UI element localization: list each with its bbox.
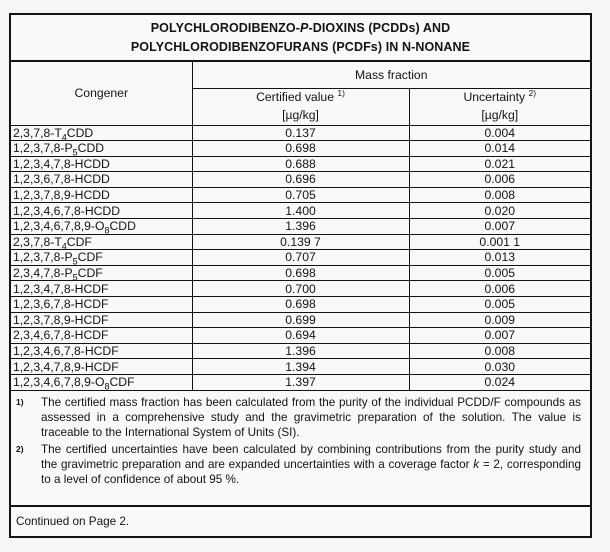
- congener-cell: [11, 187, 192, 203]
- uncertainty-label: Uncertainty $^{2)}$: [463, 88, 537, 105]
- table-row: [11, 234, 590, 250]
- footnotes-section: [11, 390, 590, 505]
- congener-cell: [11, 297, 192, 313]
- uncertainty-value: 0.021: [484, 156, 515, 171]
- table-row: [11, 328, 590, 344]
- title-line-2: POLYCHLORODIBENZOFURANS (PCDFs) IN N-NONANE: [130, 39, 471, 54]
- column-header-mass-fraction: Mass fraction: [192, 62, 590, 88]
- uncertainty-cell: [409, 343, 590, 359]
- congener-cell: [11, 359, 192, 375]
- uncertainty-value: 0.005: [484, 297, 515, 312]
- congener-post: CDF: [77, 266, 103, 281]
- congener-cell: [11, 250, 192, 266]
- table-row: [11, 359, 590, 375]
- certified-value: 0.698: [285, 266, 316, 281]
- uncertainty-cell: [409, 219, 590, 235]
- mass-fraction-table: [11, 62, 590, 390]
- table-row: [11, 281, 590, 297]
- certified-value: 0.698: [285, 141, 316, 156]
- certified-value-cell: [192, 203, 409, 219]
- footnote-text-part: k: [473, 457, 480, 471]
- table-title: [11, 15, 590, 62]
- certified-value-cell: [192, 125, 409, 141]
- table-row: [11, 343, 590, 359]
- footnote: [15, 396, 581, 441]
- certified-value-cell: [192, 281, 409, 297]
- certified-value: 0.688: [285, 156, 316, 171]
- certified-value-cell: [192, 156, 409, 172]
- table-row: [11, 141, 590, 157]
- congener-cell: [11, 172, 192, 188]
- certified-value-cell: [192, 187, 409, 203]
- certified-value-label: Certified value $^{1)}$: [256, 88, 345, 105]
- uncertainty-value: 0.006: [484, 281, 515, 296]
- certified-value: 0.700: [285, 281, 316, 296]
- certified-value-cell: [192, 250, 409, 266]
- congener-sub: 8: [104, 225, 110, 235]
- table-row: [11, 375, 590, 391]
- table-row: [11, 297, 590, 313]
- uncertainty-value: 0.006: [484, 172, 515, 187]
- congener-post: CDF: [66, 234, 92, 249]
- uncertainty-value: 0.014: [484, 141, 515, 156]
- uncertainty-cell: [409, 375, 590, 391]
- congener-post: CDF: [77, 250, 103, 265]
- congener-pre: 1,2,3,4,7,8-HCDF: [13, 281, 109, 296]
- uncertainty-value: 0.013: [484, 250, 515, 265]
- congener-cell: [11, 219, 192, 235]
- title-line-1: [11, 19, 590, 37]
- congener-pre: 1,2,3,7,8-P: [13, 250, 73, 265]
- congener-sub: 5: [72, 256, 78, 266]
- table-row: [11, 250, 590, 266]
- footnote-marker: 2): [16, 444, 24, 454]
- table-row: [11, 125, 590, 141]
- table-row: [11, 172, 590, 188]
- footnote-ref-2: 2): [528, 88, 537, 99]
- footnote-text-part: = 2, corresponding to a level of confidence of about 95 %.: [41, 457, 581, 486]
- uncertainty-cell: [409, 359, 590, 375]
- title-italic-p: P: [300, 21, 309, 36]
- uncertainty-cell: [409, 281, 590, 297]
- footnote-text: [41, 396, 581, 441]
- uncertainty-unit: [µg/kg]: [481, 107, 519, 122]
- certified-value-cell: [192, 375, 409, 391]
- congener-pre: 1,2,3,6,7,8-HCDD: [13, 172, 110, 187]
- certified-value-cell: [192, 297, 409, 313]
- congener-sub: 5: [72, 147, 78, 157]
- congener-pre: 2,3,4,7,8-P: [13, 266, 73, 281]
- certified-value-cell: [192, 343, 409, 359]
- congener-pre: 2,3,7,8-T: [13, 125, 62, 140]
- title-text: POLYCHLORODIBENZO-: [150, 21, 300, 36]
- certified-value-cell: [192, 328, 409, 344]
- congener-pre: 2,3,7,8-T: [13, 234, 62, 249]
- congener-post: CDD: [66, 125, 94, 140]
- congener-cell: [11, 375, 192, 391]
- footnote-ref-1: 1): [337, 88, 345, 99]
- footnote: [15, 443, 581, 488]
- congener-post: CDD: [77, 141, 105, 156]
- congener-cell: [11, 125, 192, 141]
- certified-value-cell: [192, 359, 409, 375]
- uncertainty-value: 0.007: [484, 219, 515, 234]
- congener-pre: 1,2,3,4,6,7,8-HCDD: [13, 203, 121, 218]
- congener-pre: 1,2,3,6,7,8-HCDF: [13, 297, 109, 312]
- certified-value-cell: [192, 172, 409, 188]
- uncertainty-value: 0.008: [484, 344, 515, 358]
- congener-cell: [11, 234, 192, 250]
- table-row: [11, 312, 590, 328]
- uncertainty-cell: [409, 265, 590, 281]
- congener-cell: [11, 203, 192, 219]
- title-text: -DIOXINS (PCDDs) AND: [308, 21, 451, 36]
- certified-value: 1.396: [285, 344, 316, 358]
- uncertainty-cell: [409, 312, 590, 328]
- certified-value-cell: [192, 234, 409, 250]
- certified-value: 1.397: [285, 375, 316, 390]
- congener-pre: 1,2,3,4,7,8-HCDD: [13, 156, 110, 171]
- congener-post: CDD: [109, 219, 136, 234]
- certified-value-cell: [192, 265, 409, 281]
- congener-cell: [11, 265, 192, 281]
- uncertainty-cell: [409, 156, 590, 172]
- congener-sub: 5: [72, 272, 78, 281]
- certified-value: 0.696: [285, 172, 316, 187]
- uncertainty-value: 0.001 1: [479, 234, 521, 249]
- table-row: [11, 187, 590, 203]
- certified-value: 0.137: [285, 125, 316, 140]
- uncertainty-value: 0.020: [484, 203, 515, 218]
- table-body: [11, 125, 590, 390]
- table-row: [11, 219, 590, 235]
- congener-cell: [11, 156, 192, 172]
- certified-value: 0.139 7: [280, 234, 321, 249]
- uncertainty-cell: [409, 172, 590, 188]
- certified-value: 0.698: [285, 297, 316, 312]
- footnote-text-part: The certified mass fraction has been calculated from the purity of the individual PCDD/F compounds as assessed in a comprehensive study and the gravimetric preparation of the solution. The value is traceable to the International System of Units (SI).: [41, 396, 581, 440]
- certified-value-cell: [192, 312, 409, 328]
- uncertainty-value: 0.024: [484, 375, 515, 390]
- footnote-marker: 1): [16, 397, 24, 408]
- certified-value-unit: [µg/kg]: [282, 107, 319, 122]
- certificate-table: [9, 13, 592, 538]
- congener-sub: 4: [61, 241, 67, 250]
- table-row: [11, 203, 590, 219]
- certified-value: 1.400: [285, 203, 316, 218]
- table-row: [11, 265, 590, 281]
- congener-sub: 8: [104, 381, 110, 391]
- uncertainty-value: 0.005: [484, 266, 515, 281]
- certified-value-cell: [192, 141, 409, 157]
- header-row-top: [11, 62, 590, 88]
- certified-value: 1.396: [285, 219, 316, 234]
- congener-pre: 1,2,3,7,8,9-HCDF: [13, 312, 109, 327]
- certified-value-cell: [192, 219, 409, 235]
- column-header-certified-value: [192, 88, 409, 125]
- uncertainty-cell: [409, 234, 590, 250]
- certified-value: 0.707: [285, 250, 316, 265]
- congener-pre: 1,2,3,4,7,8,9-HCDF: [13, 359, 119, 374]
- congener-cell: [11, 343, 192, 359]
- certified-value: 0.699: [285, 312, 316, 327]
- uncertainty-cell: [409, 141, 590, 157]
- column-header-uncertainty: [409, 88, 590, 125]
- uncertainty-value: 0.004: [484, 125, 515, 140]
- table-row: [11, 156, 590, 172]
- congener-cell: [11, 141, 192, 157]
- uncertainty-cell: [409, 250, 590, 266]
- uncertainty-cell: [409, 297, 590, 313]
- congener-cell: [11, 328, 192, 344]
- continued-note: Continued on Page 2.: [11, 505, 590, 536]
- congener-cell: [11, 312, 192, 328]
- uncertainty-value: 0.007: [484, 328, 515, 343]
- uncertainty-cell: [409, 328, 590, 344]
- certified-value: 0.705: [285, 188, 316, 203]
- uncertainty-cell: [409, 203, 590, 219]
- footnote-text: [41, 443, 581, 488]
- congener-pre: 1,2,3,7,8-P: [13, 141, 73, 156]
- congener-sub: 4: [61, 132, 67, 141]
- congener-pre: 1,2,3,7,8,9-HCDD: [13, 188, 110, 203]
- congener-pre: 1,2,3,4,6,7,8,9-O: [13, 219, 105, 234]
- certified-value: 1.394: [285, 359, 316, 374]
- column-header-congener: Congener: [11, 62, 192, 125]
- congener-cell: [11, 281, 192, 297]
- certified-value: 0.694: [285, 328, 316, 343]
- uncertainty-cell: [409, 125, 590, 141]
- footnote-text-part: The certified uncertainties have been calculated by combining contributions from the purity study and the gravimetric preparation and are expanded uncertainties with a coverage factor: [41, 443, 581, 471]
- uncertainty-value: 0.009: [484, 312, 515, 327]
- congener-pre: 1,2,3,4,6,7,8-HCDF: [13, 344, 119, 358]
- uncertainty-value: 0.030: [484, 359, 515, 374]
- uncertainty-value: 0.008: [484, 188, 515, 203]
- congener-pre: 1,2,3,4,6,7,8,9-O: [13, 375, 105, 390]
- uncertainty-cell: [409, 187, 590, 203]
- congener-pre: 2,3,4,6,7,8-HCDF: [13, 328, 109, 343]
- congener-post: CDF: [109, 375, 135, 390]
